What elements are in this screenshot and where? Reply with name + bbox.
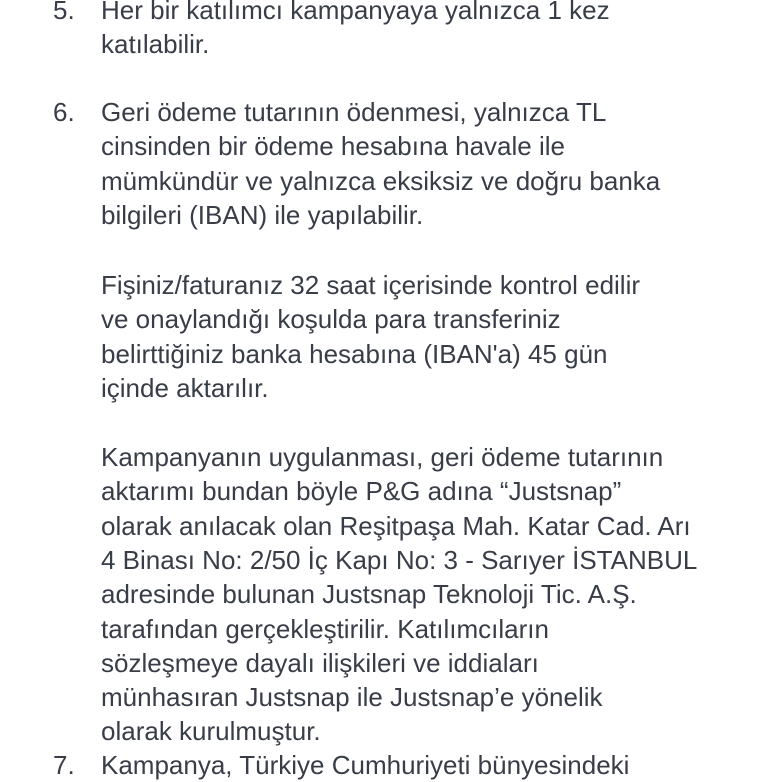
paragraph-line: Geri ödeme tutarının ödenmesi, yalnızca TL bbox=[101, 97, 607, 127]
list-number: 6. bbox=[53, 97, 75, 127]
paragraph-line: Fişiniz/faturanız 32 saat içerisinde kontrol edilir bbox=[101, 270, 641, 300]
paragraph-line: 4 Binası No: 2/50 İç Kapı No: 3 - Sarıyer İSTANBUL bbox=[101, 544, 698, 575]
paragraph-line: sözleşmeye dayalı ilişkileri ve iddiaları bbox=[101, 647, 539, 678]
paragraph-line: içinde aktarılır. bbox=[101, 372, 269, 403]
paragraph-line: olarak anılacak olan Reşitpaşa Mah. Katar Cad. Arı bbox=[101, 510, 691, 541]
paragraph-line: münhasıran Justsnap ile Justsnap’e yönelik bbox=[101, 682, 603, 713]
paragraph-line: adresinde bulunan Justsnap Teknoloji Tic. A.Ş. bbox=[101, 579, 637, 610]
paragraph-line: ve onaylandığı koşulda para transferiniz bbox=[101, 304, 561, 335]
paragraph-line: Kampanyanın uygulanması, geri ödeme tutarının bbox=[101, 442, 664, 472]
paragraph-line: olarak kurulmuştur. bbox=[101, 716, 321, 747]
list-number: 5. bbox=[53, 0, 75, 25]
paragraph-line: aktarımı bundan böyle P&G adına “Justsnap” bbox=[101, 476, 622, 507]
paragraph-line: Her bir katılımcı kampanyaya yalnızca 1 kez bbox=[101, 0, 610, 25]
paragraph-line: katılabilir. bbox=[101, 29, 210, 60]
list-number: 7. bbox=[53, 750, 75, 780]
paragraph-line: mümkündür ve yalnızca eksiksiz ve doğru banka bbox=[101, 165, 661, 196]
paragraph-line: tarafından gerçekleştirilir. Katılımcıların bbox=[101, 613, 549, 644]
paragraph-line: Kampanya, Türkiye Cumhuriyeti bünyesindeki bbox=[101, 750, 630, 780]
paragraph-line: cinsinden bir ödeme hesabına havale ile bbox=[101, 131, 565, 162]
paragraph-line: bilgileri (IBAN) ile yapılabilir. bbox=[101, 199, 424, 230]
paragraph-line: belirttiğiniz banka hesabına (IBAN'a) 45 gün bbox=[101, 338, 608, 369]
